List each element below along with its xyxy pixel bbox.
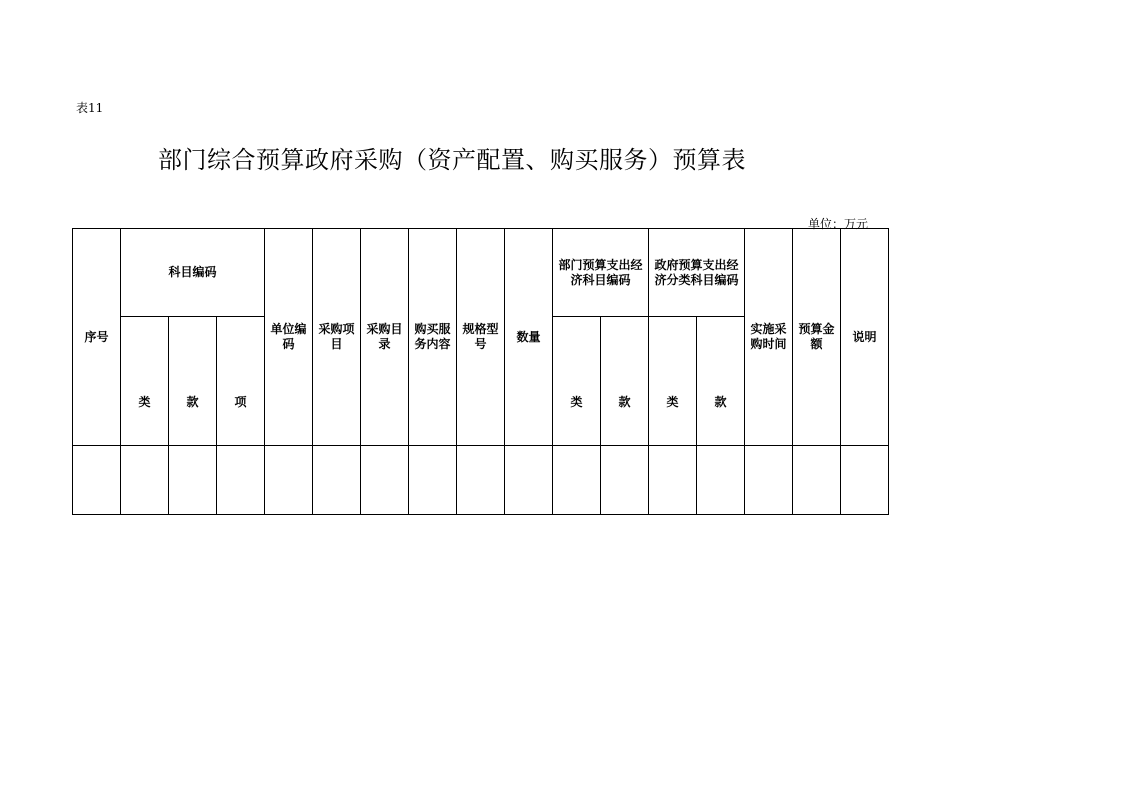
table-cell	[73, 446, 121, 515]
header-section-label: 款	[186, 394, 199, 409]
header-gov-section-label: 款	[714, 394, 727, 409]
header-impl-time: 实施采购时间	[745, 229, 793, 446]
header-gov-class	[649, 317, 697, 446]
header-item-label: 项	[234, 394, 247, 409]
header-purchase-item: 采购项目	[313, 229, 361, 446]
table-cell	[601, 446, 649, 515]
header-budget-amount: 预算金额	[793, 229, 841, 446]
header-gov-econ-code: 政府预算支出经济分类科目编码	[649, 229, 745, 317]
header-gov-class-label: 类	[666, 394, 679, 409]
table-cell	[505, 446, 553, 515]
header-remark: 说明	[841, 229, 889, 446]
header-subject-code: 科目编码	[121, 229, 265, 317]
table-cell	[697, 446, 745, 515]
header-dept-econ-code: 部门预算支出经济科目编码	[553, 229, 649, 317]
budget-table	[72, 228, 889, 515]
header-purchase-catalog: 采购目录	[361, 229, 409, 446]
table-cell	[265, 446, 313, 515]
unit-label: 单位：万元	[808, 217, 869, 231]
header-quantity: 数量	[505, 229, 553, 446]
header-service-content: 购买服务内容	[409, 229, 457, 446]
page-title: 部门综合预算政府采购（资产配置、购买服务）预算表	[158, 146, 746, 174]
header-dept-class	[553, 317, 601, 446]
header-item	[217, 317, 265, 446]
header-dept-section	[601, 317, 649, 446]
table-cell	[745, 446, 793, 515]
table-cell	[841, 446, 889, 515]
table-cell	[649, 446, 697, 515]
header-spec-model: 规格型号	[457, 229, 505, 446]
table-cell	[793, 446, 841, 515]
table-cell	[457, 446, 505, 515]
table-cell	[361, 446, 409, 515]
header-unit-code: 单位编码	[265, 229, 313, 446]
header-row-top	[73, 229, 889, 317]
header-seq: 序号	[73, 229, 121, 446]
header-gov-section	[697, 317, 745, 446]
table-cell	[313, 446, 361, 515]
table-cell	[409, 446, 457, 515]
table-number: 表11	[76, 101, 104, 115]
header-class	[121, 317, 169, 446]
table-cell	[553, 446, 601, 515]
header-dept-section-label: 款	[618, 394, 631, 409]
table-cell	[121, 446, 169, 515]
header-class-label: 类	[138, 394, 151, 409]
table-cell	[217, 446, 265, 515]
header-section	[169, 317, 217, 446]
table-row	[73, 446, 889, 515]
header-dept-class-label: 类	[570, 394, 583, 409]
table-cell	[169, 446, 217, 515]
